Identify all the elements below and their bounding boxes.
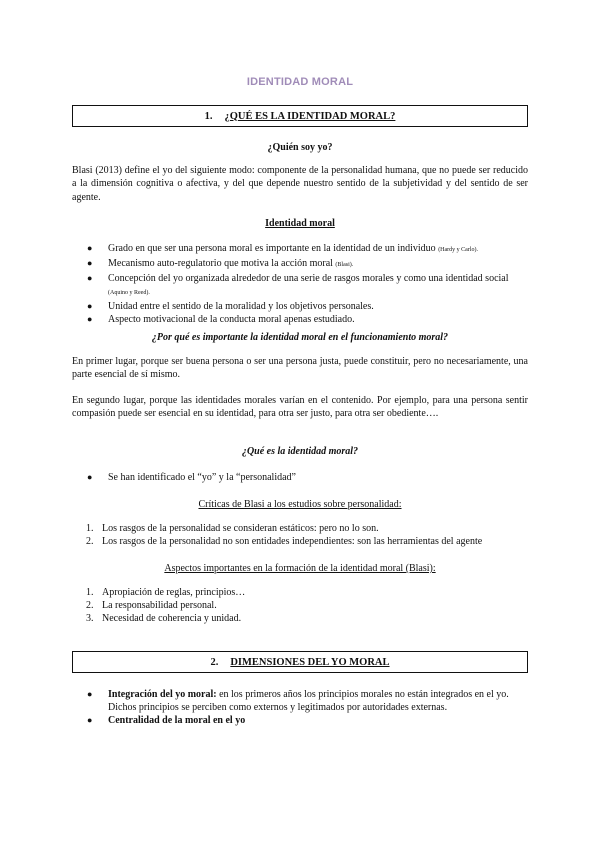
bullet-icon: ● [87,243,93,253]
list-item-text: Los rasgos de la personalidad se consideran estáticos: pero no lo son. [102,523,379,534]
bullet-icon: ● [87,715,93,725]
list-item-citation: (Hardy y Carlo). [438,247,479,253]
question-que-es-identidad: ¿Qué es la identidad moral? [241,446,359,457]
section-1-header [72,105,528,127]
list-item [72,535,528,548]
list-item [72,242,528,257]
list-item [72,272,528,300]
list-item [72,300,528,313]
paragraph-segundo-lugar: En segundo lugar, porque las identidades morales varían en el contenido. Por ejemplo, para una persona sentir compasión puede ser esencial en su identidad, para otra ser justo, para otra ser obediente…. [72,395,528,420]
list-item-number: 2. [86,536,94,547]
section-1-number: 1. [204,110,213,122]
heading-identidad-moral: Identidad moral [265,218,335,229]
heading-aspectos-importantes: Aspectos importantes en la formación de la identidad moral (Blasi): [164,563,436,574]
bullet-icon: ● [87,258,93,268]
aspectos-list [72,586,528,625]
list-item [72,586,528,599]
list-item [72,522,528,535]
heading-criticas-blasi: Críticas de Blasi a los estudios sobre personalidad: [198,499,402,510]
list-item-text: Grado en que ser una persona moral es importante en la identidad de un individuo [108,243,436,254]
list-item-text: Mecanismo auto-regulatorio que motiva la acción moral [108,258,333,269]
bullet-icon: ● [87,689,93,699]
list-item-text: Unidad entre el sentido de la moralidad y los objetivos personales. [108,301,374,312]
list-item-number: 1. [86,523,94,534]
list-item-text: Concepción del yo organizada alrededor de una serie de rasgos morales y como una identidad social [108,273,509,284]
bullet-icon: ● [87,472,93,482]
list-item-number: 3. [86,613,94,624]
list-item-text: Apropiación de reglas, principios… [102,587,246,598]
section-2-header [72,651,528,673]
dimensiones-list [72,688,528,727]
list-item-text: La responsabilidad personal. [102,600,217,611]
bullet-icon: ● [87,301,93,311]
question-por-que-importante: ¿Por qué es importante la identidad moral en el funcionamiento moral? [151,332,449,343]
list-item [72,471,528,484]
paragraph-blasi-definition: Blasi (2013) define el yo del siguiente modo: componente de la personalidad humana, que no puede ser reducido a la dimensión cognitiva o afectiva, y del que depende nuestro sentido de la subjetividad y del sentido de ser agente. [72,165,528,203]
bullet-icon: ● [87,273,93,283]
criticas-list [72,522,528,548]
list-item-text: Necesidad de coherencia y unidad. [102,613,242,624]
bullet-icon: ● [87,314,93,324]
section-2-title: DIMENSIONES DEL YO MORAL [230,656,390,668]
list-item-number: 1. [86,587,94,598]
section-1-title: ¿QUÉ ES LA IDENTIDAD MORAL? [224,110,396,122]
yo-personalidad-list [72,471,528,484]
list-item [72,257,528,272]
list-item-bold-label: Integración del yo moral: [108,689,217,700]
section-2-number: 2. [210,656,219,668]
identidad-moral-list [72,242,528,326]
list-item-citation: (Aquino y Reed). [108,290,150,296]
list-item-number: 2. [86,600,94,611]
list-item [72,612,528,625]
paragraph-primer-lugar: En primer lugar, porque ser buena persona o ser una persona justa, puede constituir, pero no necesariamente, una parte esencial de sí mismo. [72,356,528,381]
list-item [72,313,528,326]
list-item [72,714,528,727]
list-item-bold-label: Centralidad de la moral en el yo [108,715,246,726]
list-item-text: en los primeros años los principios morales no están integrados en el yo. Dichos principios se perciben como externos y legitimados por autoridades externas. [108,689,509,713]
list-item-text: Los rasgos de la personalidad no son entidades independientes: son las herramientas del agente [102,536,483,547]
list-item [72,688,528,714]
list-item-citation: (Blasi). [335,262,354,268]
list-item-text: Aspecto motivacional de la conducta moral apenas estudiado. [108,314,355,325]
document-title: IDENTIDAD MORAL [246,76,354,88]
question-quien-soy-yo: ¿Quién soy yo? [267,142,333,153]
list-item [72,599,528,612]
list-item-text: Se han identificado el “yo” y la “personalidad” [108,472,296,483]
